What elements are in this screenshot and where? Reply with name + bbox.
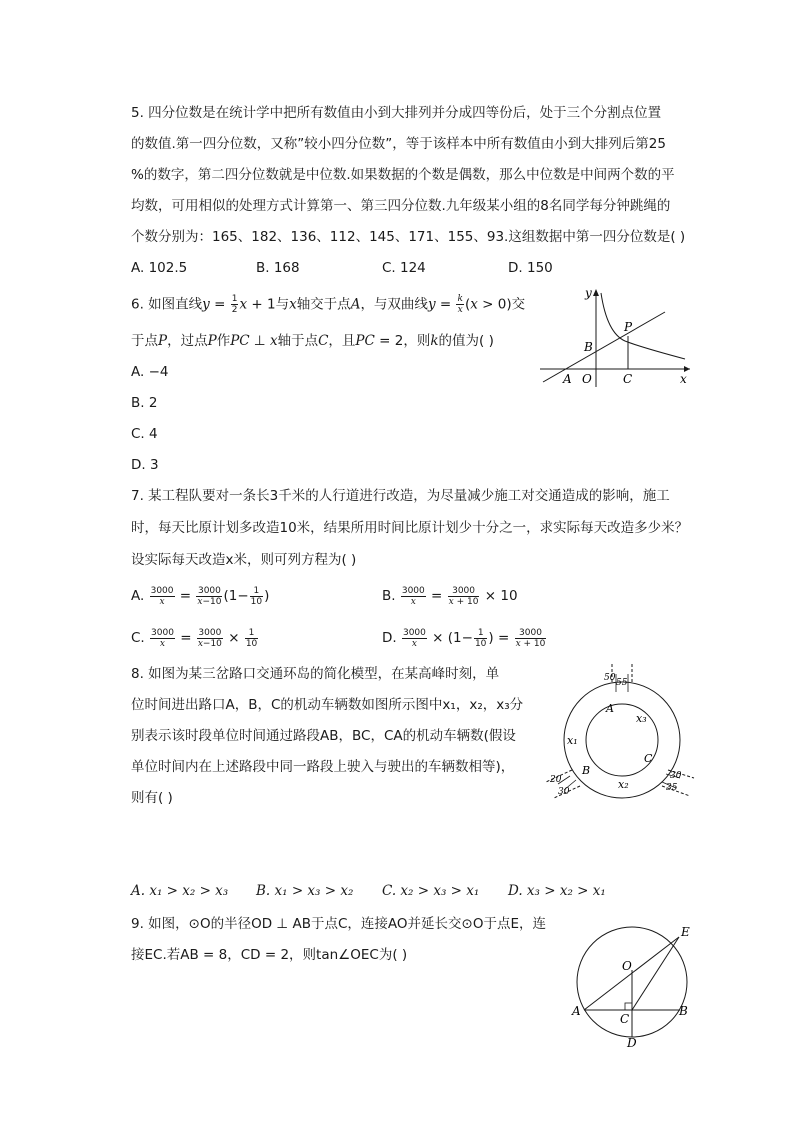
q7-option-b[interactable]: B. $\frac{3000}{x}$ = $\frac{3000}{x + 10}$ × 10 xyxy=(382,585,518,607)
q8-fig-label-20: 20 xyxy=(550,775,562,785)
q8-fig-label-x2: x₂ xyxy=(618,778,629,791)
q6-option-c[interactable]: C. 4 xyxy=(131,426,158,442)
q7-line-1: 7. 某工程队要对一条长3千米的人行道进行改造，为尽量减少施工对交通造成的影响，施工 xyxy=(131,488,670,504)
q5-line-4: 均数，可用相似的处理方式计算第一、第三四分位数.九年级某小组的8名同学每分钟跳绳的 xyxy=(131,198,671,214)
q9-fig-label-b: B xyxy=(679,1004,688,1018)
q5-option-b[interactable]: B. 168 xyxy=(256,260,300,276)
q8-fig-label-55: 55 xyxy=(616,678,628,688)
q6-fig-label-b: B xyxy=(584,340,593,354)
q7-option-d[interactable]: D. $\frac{3000}{x}$ × (1− $\frac{1}{10}$ ) = $\frac{3000}{x + 10}$ xyxy=(382,627,546,649)
q5-line-5: 个数分别为：165、182、136、112、145、171、155、93.这组数据中第一四分位数是( ) xyxy=(131,229,686,245)
q5-option-a[interactable]: A. 102.5 xyxy=(131,260,188,276)
q9-figure xyxy=(565,920,705,1050)
q8-fig-label-x1: x₁ xyxy=(567,734,578,747)
q8-fig-label-c: C xyxy=(644,752,653,765)
q8-fig-label-30a: 30 xyxy=(558,787,570,797)
q7-line-2: 时，每天比原计划多改造10米，结果所用时间比原计划少十分之一，求实际每天改造多少米？ xyxy=(131,520,689,536)
q6-fig-label-o: O xyxy=(582,372,592,386)
q7-option-a[interactable]: A. $\frac{3000}{x}$ = $\frac{3000}{x-10}$ (1− $\frac{1}{10}$ ) xyxy=(131,585,270,607)
q6-fig-label-c: C xyxy=(623,372,633,386)
q8-fig-label-a: A xyxy=(606,702,614,715)
q9-fig-label-e: E xyxy=(681,925,690,939)
q5-option-c[interactable]: C. 124 xyxy=(382,260,426,276)
q6-figure xyxy=(535,285,695,390)
q8-fig-label-35: 35 xyxy=(666,783,678,793)
q5-option-d[interactable]: D. 150 xyxy=(508,260,553,276)
q8-figure xyxy=(540,660,700,800)
q9-line-2: 接EC.若AB = 8，CD = 2，则tan∠OEC为( ) xyxy=(131,947,408,963)
q9-fig-label-c: C xyxy=(620,1012,630,1026)
q6-fig-label-x: x xyxy=(680,372,687,386)
q8-option-d[interactable]: D. x₃ > x₂ > x₁ xyxy=(508,883,606,899)
q7-option-c[interactable]: C. $\frac{3000}{x}$ = $\frac{3000}{x-10}$ × $\frac{1}{10}$ xyxy=(131,627,258,649)
q6-line-2: 于点P，过点P作PC ⊥ x轴于点C，且PC = 2，则k的值为( ) xyxy=(131,333,494,349)
q8-option-c[interactable]: C. x₂ > x₃ > x₁ xyxy=(382,883,480,899)
q6-fig-label-y: y xyxy=(585,286,592,300)
q8-fig-label-30b: 30 xyxy=(670,771,682,781)
q6-fig-label-a: A xyxy=(563,372,572,386)
q8-line-1: 8. 如图为某三岔路口交通环岛的简化模型，在某高峰时刻，单 xyxy=(131,666,500,682)
q8-line-5: 则有( ) xyxy=(131,790,173,806)
q8-fig-label-b: B xyxy=(582,764,591,777)
q8-line-4: 单位时间内在上述路段中同一路段上驶入与驶出的车辆数相等)， xyxy=(131,759,515,775)
q8-line-2: 位时间进出路口A，B，C的机动车辆数如图所示图中x₁，x₂，x₃分 xyxy=(131,697,524,713)
q9-line-1: 9. 如图，⊙O的半径OD ⊥ AB于点C，连接AO并延长交⊙O于点E，连 xyxy=(131,916,546,932)
q6-fig-label-p: P xyxy=(624,320,633,334)
q6-option-a[interactable]: A. −4 xyxy=(131,364,169,380)
q5-line-1: 5. 四分位数是在统计学中把所有数值由小到大排列并分成四等份后，处于三个分割点位置 xyxy=(131,105,662,121)
q9-fig-label-a: A xyxy=(572,1004,581,1018)
q9-fig-label-d: D xyxy=(627,1036,637,1050)
q7-line-3: 设实际每天改造x米，则可列方程为( ) xyxy=(131,552,357,568)
q5-line-2: 的数值.第一四分位数，又称”较小四分位数”，等于该样本中所有数值由小到大排列后第25 xyxy=(131,136,666,152)
q6-option-b[interactable]: B. 2 xyxy=(131,395,158,411)
q8-fig-label-50: 50 xyxy=(604,673,616,683)
q8-line-3: 别表示该时段单位时间通过路段AB，BC，CA的机动车辆数(假设 xyxy=(131,728,516,744)
q9-fig-label-o: O xyxy=(622,959,632,973)
q6-line-1: 6. 如图直线y = $\frac{1}{2}$ x + 1与x轴交于点A，与双曲线y = $\frac{k}{x}$ (x > 0)交 xyxy=(131,294,526,315)
q8-fig-label-x3: x₃ xyxy=(636,712,647,725)
q8-option-a[interactable]: A. x₁ > x₂ > x₃ xyxy=(131,883,229,899)
q6-option-d[interactable]: D. 3 xyxy=(131,457,159,473)
q5-line-3: %的数字，第二四分位数就是中位数.如果数据的个数是偶数，那么中位数是中间两个数的平 xyxy=(131,167,675,183)
q8-option-b[interactable]: B. x₁ > x₃ > x₂ xyxy=(256,883,354,899)
